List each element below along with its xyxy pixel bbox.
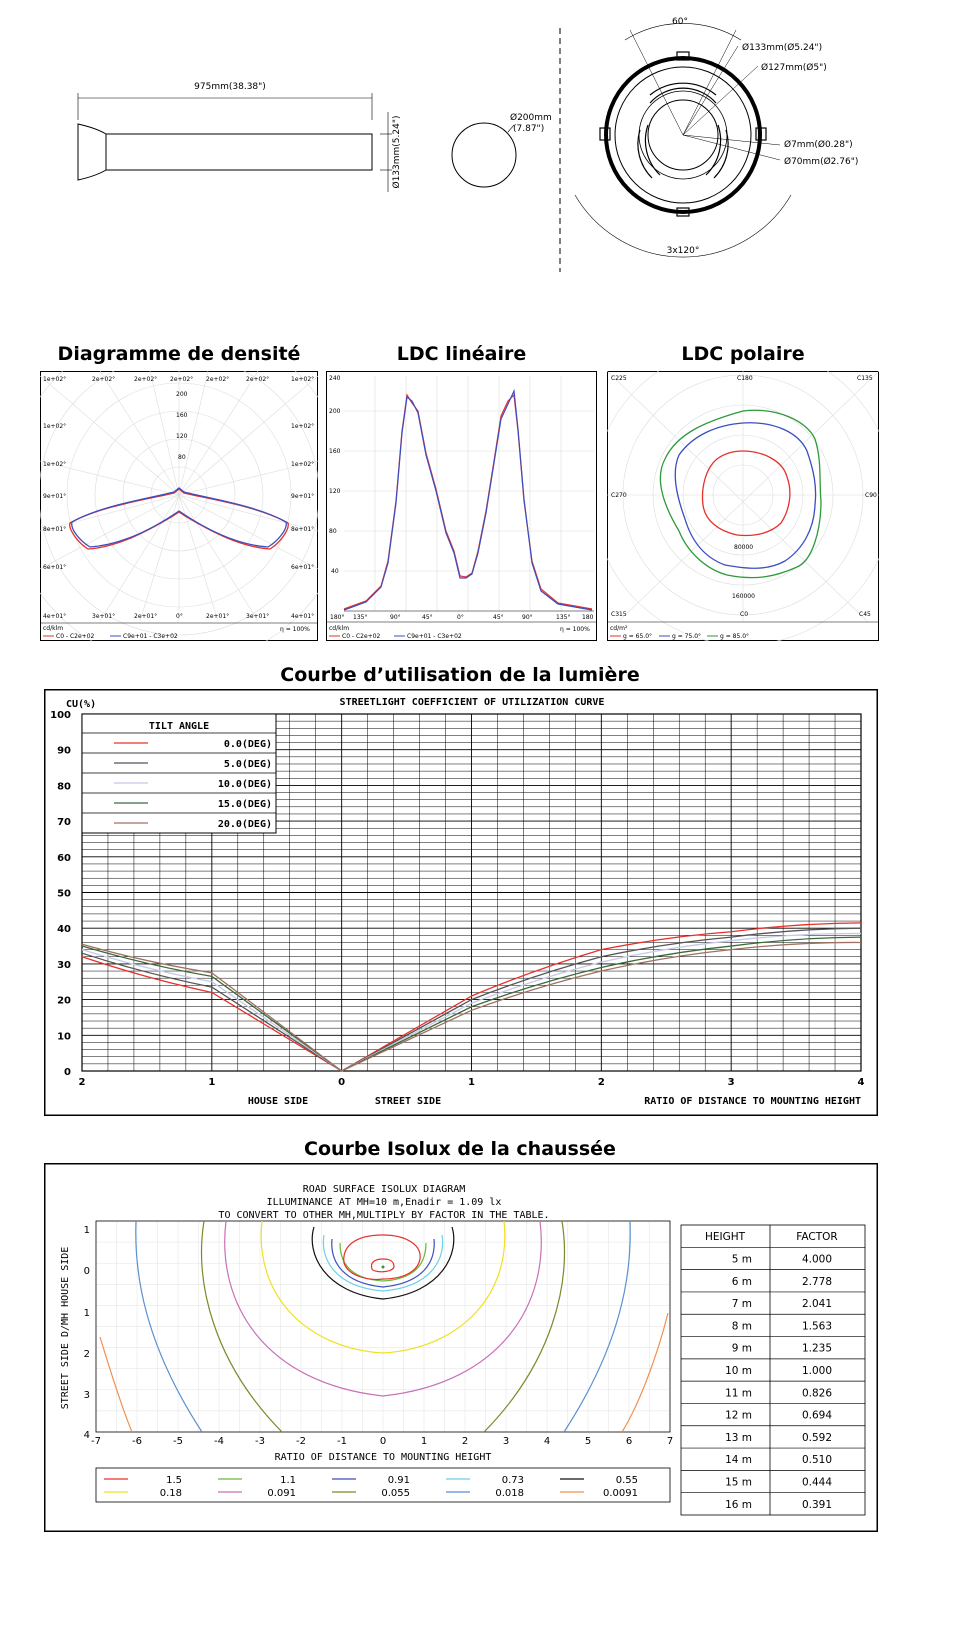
title-ldc-polar: LDC polaire <box>681 343 805 365</box>
cu-y-tick: 40 <box>57 924 71 936</box>
title-cu: Courbe d’utilisation de la lumière <box>280 664 640 686</box>
table-cell-height: 13 m <box>725 1431 752 1444</box>
table-cell-factor: 0.391 <box>801 1498 833 1511</box>
ldc-lin-y-tick: 200 <box>329 408 341 415</box>
cu-ylabel: CU(%) <box>66 699 97 710</box>
density-right-label: 6e+01° <box>291 564 315 571</box>
pol-label-c270: C270 <box>611 492 627 499</box>
ldc-lin-x-tick: 90° <box>522 614 533 621</box>
density-top-label: 1e+02° <box>43 376 67 383</box>
cu-y-tick: 30 <box>57 959 71 971</box>
isolux-legend-label: 0.18 <box>159 1488 182 1499</box>
table-cell-height: 12 m <box>725 1409 752 1422</box>
cu-x-tick: 1 <box>468 1077 475 1088</box>
table-cell-factor: 1.235 <box>801 1342 833 1355</box>
angle-bottom-label: 3x120° <box>666 246 700 256</box>
isolux-x-tick: 6 <box>625 1436 633 1447</box>
ldc-lin-eta: η = 100% <box>560 626 590 633</box>
pol-radial-2: 160000 <box>732 593 755 600</box>
density-left-label: 6e+01° <box>43 564 67 571</box>
ldc-lin-x-tick: 0° <box>457 614 464 621</box>
density-radial-tick: 160 <box>176 412 188 419</box>
dim-d3: Ø7mm(Ø0.28") <box>784 140 853 150</box>
density-legend-1: C0 - C2e+02 <box>56 633 95 640</box>
cu-y-tick: 50 <box>57 888 71 900</box>
pol-unit: cd/m² <box>610 625 628 632</box>
ldc-lin-x-tick: 180° <box>330 614 345 621</box>
cu-legend-label: 5.0(DEG) <box>223 759 272 770</box>
pol-radial-1: 80000 <box>734 544 754 551</box>
density-bottom-label: 3e+01° <box>92 613 116 620</box>
density-left-label: 9e+01° <box>43 493 67 500</box>
isolux-x-tick: 2 <box>461 1436 469 1447</box>
ldc-lin-x-tick: 45° <box>422 614 433 621</box>
isolux-x-tick: -6 <box>132 1436 142 1447</box>
pol-legend-1: g = 65.0° <box>623 633 653 640</box>
cu-legend-title: TILT ANGLE <box>148 721 210 732</box>
isolux-x-tick: -2 <box>296 1436 306 1447</box>
cu-y-tick: 0 <box>64 1067 71 1078</box>
isolux-x-tick: -5 <box>173 1436 183 1447</box>
isolux-x-tick: 3 <box>502 1436 510 1447</box>
table-cell-height: 6 m <box>731 1275 752 1288</box>
density-left-label: 4e+01° <box>43 613 67 620</box>
ldc-lin-unit: cd/klm <box>329 625 350 632</box>
ldc-lin-x-tick: 90° <box>390 614 401 621</box>
table-cell-height: 11 m <box>725 1387 752 1400</box>
density-diagram <box>40 371 318 641</box>
density-top-label: 2e+02° <box>206 376 230 383</box>
title-density: Diagramme de densité <box>57 343 301 365</box>
cu-ratio-label: RATIO OF DISTANCE TO MOUNTING HEIGHT <box>644 1096 861 1107</box>
ldc-polar-chart <box>607 371 879 641</box>
isolux-legend-label: 0.018 <box>495 1488 524 1499</box>
pol-label-c90: C90 <box>865 492 877 499</box>
density-top-label: 2e+02° <box>246 376 270 383</box>
cu-legend-label: 10.0(DEG) <box>217 779 272 790</box>
isolux-legend-label: 0.73 <box>501 1475 524 1486</box>
table-cell-factor: 4.000 <box>801 1253 833 1266</box>
cu-x-tick: 2 <box>597 1077 605 1088</box>
density-right-label: 1e+02° <box>291 423 315 430</box>
density-bottom-label: 2e+01° <box>134 613 158 620</box>
density-eta: η = 100% <box>280 626 310 633</box>
pol-label-c0: C0 <box>740 611 749 618</box>
isolux-x-tick: 7 <box>666 1436 674 1447</box>
density-top-label: 2e+02° <box>92 376 116 383</box>
table-cell-factor: 2.041 <box>801 1298 833 1311</box>
isolux-x-tick: 1 <box>420 1436 428 1447</box>
ldc-linear-chart <box>326 371 597 641</box>
isolux-legend-label: 0.091 <box>267 1488 296 1499</box>
isolux-title-1: ROAD SURFACE ISOLUX DIAGRAM <box>302 1184 466 1195</box>
density-radial-tick: 200 <box>176 391 188 398</box>
ldc-lin-legend-2: C9e+01 - C3e+02 <box>407 633 462 640</box>
dim-d1: Ø133mm(Ø5.24") <box>742 43 823 53</box>
density-right-label: 1e+02° <box>291 461 315 468</box>
title-ldc-linear: LDC linéaire <box>396 343 527 365</box>
ldc-lin-y-tick: 160 <box>329 448 341 455</box>
isolux-y-axis-label: STREET SIDE D/MH HOUSE SIDE <box>60 1246 71 1410</box>
pol-label-c315: C315 <box>611 611 627 618</box>
isolux-legend-label: 0.55 <box>615 1475 638 1486</box>
table-cell-height: 9 m <box>731 1342 752 1355</box>
density-left-label: 1e+02° <box>43 423 67 430</box>
ldc-lin-legend-1: C0 - C2e+02 <box>342 633 381 640</box>
isolux-x-tick: -4 <box>214 1436 224 1447</box>
table-cell-height: 7 m <box>731 1298 752 1311</box>
density-unit: cd/klm <box>43 625 64 632</box>
cu-legend-label: 0.0(DEG) <box>223 739 272 750</box>
table-cell-factor: 1.563 <box>801 1320 833 1333</box>
isolux-legend-label: 0.91 <box>387 1475 410 1486</box>
density-radial-tick: 80 <box>178 454 186 461</box>
table-cell-height: 5 m <box>731 1253 752 1266</box>
isolux-y-tick: 4 <box>83 1430 90 1441</box>
density-bottom-label: 2e+01° <box>206 613 230 620</box>
ldc-lin-x-tick: 180 <box>582 614 594 621</box>
pol-label-c180: C180 <box>737 375 753 382</box>
isolux-legend-label: 1.1 <box>280 1475 296 1486</box>
cu-legend-label: 15.0(DEG) <box>217 799 272 810</box>
table-cell-factor: 2.778 <box>801 1275 833 1288</box>
ldc-lin-x-tick: 45° <box>493 614 504 621</box>
isolux-legend-label: 0.0091 <box>603 1488 638 1499</box>
pol-label-c135: C135 <box>857 375 873 382</box>
table-cell-height: 14 m <box>725 1454 752 1467</box>
table-cell-height: 8 m <box>731 1320 752 1333</box>
density-bottom-label: 3e+01° <box>246 613 270 620</box>
cu-y-tick: 100 <box>50 710 71 721</box>
cu-x-tick: 4 <box>857 1077 865 1088</box>
isolux-y-tick: 3 <box>83 1390 90 1401</box>
cu-x-tick: 0 <box>338 1077 346 1088</box>
table-cell-height: 16 m <box>725 1498 752 1511</box>
isolux-y-tick: 2 <box>83 1349 90 1360</box>
isolux-nadir-point <box>382 1266 385 1269</box>
cu-x-tick: 2 <box>78 1077 86 1088</box>
density-legend-2: C9e+01 - C3e+02 <box>123 633 178 640</box>
density-left-label: 8e+01° <box>43 526 67 533</box>
hole-label-2: (7.87") <box>513 124 545 134</box>
density-top-label: 2e+02° <box>170 376 194 383</box>
pol-legend-3: g = 85.0° <box>720 633 750 640</box>
ldc-lin-y-tick: 40 <box>331 568 339 575</box>
table-header-height: HEIGHT <box>704 1231 746 1244</box>
length-label: 975mm(38.38") <box>194 82 266 92</box>
isolux-legend-label: 1.5 <box>166 1475 182 1486</box>
cu-y-tick: 80 <box>57 781 71 793</box>
density-left-label: 1e+02° <box>43 461 67 468</box>
isolux-x-tick: 0 <box>379 1436 387 1447</box>
isolux-y-tick: 0 <box>83 1266 90 1277</box>
angle-top-label: 60° <box>672 17 688 27</box>
pol-label-c225: C225 <box>611 375 627 382</box>
isolux-title-3: TO CONVERT TO OTHER MH,MULTIPLY BY FACTOR IN THE TABLE. <box>218 1210 550 1221</box>
cu-y-tick: 60 <box>57 852 71 864</box>
table-header-factor: FACTOR <box>796 1231 838 1244</box>
cu-y-tick: 20 <box>57 995 71 1007</box>
ldc-lin-y-tick: 120 <box>329 488 341 495</box>
pol-legend-2: g = 75.0° <box>672 633 702 640</box>
isolux-x-tick: 4 <box>543 1436 551 1447</box>
density-right-label: 8e+01° <box>291 526 315 533</box>
ldc-lin-y-tick: 80 <box>329 528 337 535</box>
isolux-x-label: RATIO OF DISTANCE TO MOUNTING HEIGHT <box>274 1452 492 1463</box>
density-right-label: 4e+01° <box>291 613 315 620</box>
ldc-lin-x-tick: 135° <box>556 614 571 621</box>
density-right-label: 9e+01° <box>291 493 315 500</box>
ldc-lin-x-tick: 135° <box>353 614 368 621</box>
cu-header: STREETLIGHT COEFFICIENT OF UTILIZATION CURVE <box>339 697 605 708</box>
table-cell-height: 10 m <box>725 1365 752 1377</box>
cu-legend-label: 20.0(DEG) <box>217 819 272 830</box>
isolux-x-tick: -7 <box>91 1436 101 1447</box>
dim-d2: Ø127mm(Ø5") <box>761 63 827 73</box>
cu-y-tick: 70 <box>57 817 71 829</box>
table-cell-height: 15 m <box>725 1476 752 1489</box>
table-cell-factor: 0.510 <box>801 1454 833 1467</box>
density-radial-tick: 120 <box>176 433 188 440</box>
dimension-drawings <box>0 0 965 290</box>
table-cell-factor: 0.592 <box>801 1431 833 1444</box>
table-cell-factor: 1.000 <box>801 1365 833 1377</box>
density-top-label: 2e+02° <box>134 376 158 383</box>
isolux-y-tick: 1 <box>83 1308 90 1319</box>
cu-house-side: HOUSE SIDE <box>247 1096 309 1107</box>
density-bottom-label: 0° <box>176 613 183 620</box>
isolux-y-tick: 1 <box>83 1225 90 1236</box>
isolux-title-2: ILLUMINANCE AT MH=10 m,Enadir = 1.09 lx <box>266 1197 502 1208</box>
title-isolux: Courbe Isolux de la chaussée <box>304 1138 616 1160</box>
density-top-label: 1e+02° <box>291 376 315 383</box>
ldc-lin-y-tick: 240 <box>329 375 341 382</box>
cu-street-side: STREET SIDE <box>374 1096 442 1107</box>
cu-chart <box>44 689 878 1116</box>
cu-y-tick: 10 <box>57 1031 71 1043</box>
isolux-x-tick: -1 <box>337 1436 347 1447</box>
cu-y-tick: 90 <box>57 745 71 757</box>
table-cell-factor: 0.694 <box>801 1409 833 1422</box>
pol-label-c45: C45 <box>859 611 871 618</box>
dim-d4: Ø70mm(Ø2.76") <box>784 157 859 167</box>
isolux-legend-label: 0.055 <box>381 1488 410 1499</box>
table-cell-factor: 0.826 <box>801 1387 833 1400</box>
isolux-chart <box>44 1163 878 1532</box>
cu-x-tick: 3 <box>727 1077 735 1088</box>
diameter-label: Ø133mm(5.24") <box>392 115 402 189</box>
isolux-x-tick: -3 <box>255 1436 265 1447</box>
isolux-x-tick: 5 <box>584 1436 592 1447</box>
cu-x-tick: 1 <box>208 1077 216 1088</box>
table-cell-factor: 0.444 <box>801 1476 833 1489</box>
hole-label-1: Ø200mm <box>510 113 552 123</box>
